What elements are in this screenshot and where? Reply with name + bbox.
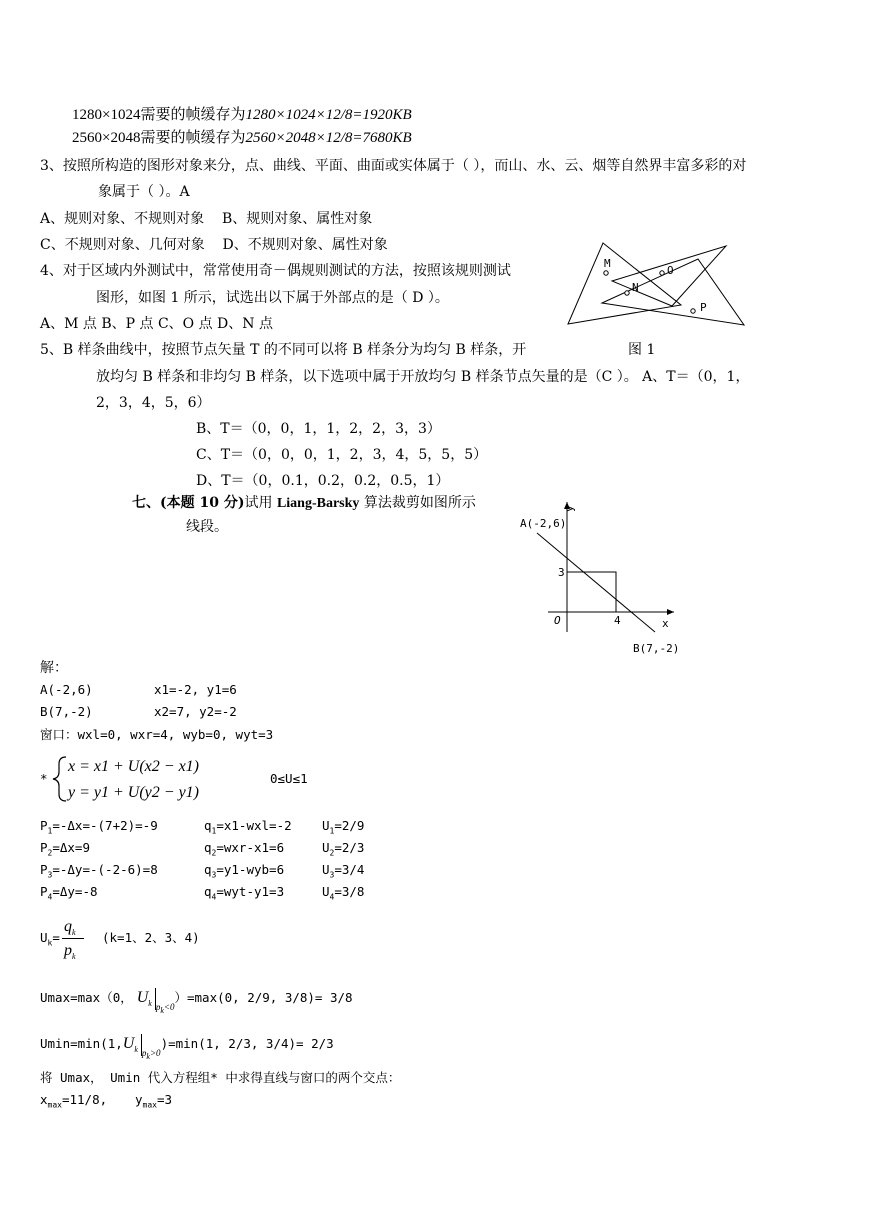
uk-label: $U_k=$ <box>40 930 60 948</box>
p1-row: $P_1=-\Delta x=-(7+2)=-9$ <box>40 818 158 836</box>
u2-row: $U_2=2/3$ <box>322 840 365 858</box>
q3-option-d: D、不规则对象、属性对象 <box>222 237 388 253</box>
uk-num-letter: q <box>64 918 72 935</box>
label-x-axis: x <box>662 617 669 630</box>
q1-value: =x1-wxl=-2 <box>216 818 292 833</box>
q7-text-pre: 试用 <box>244 495 277 511</box>
uk-prefix: U <box>40 930 48 945</box>
p1-value: =-Δx=-(7+2)=-9 <box>52 818 158 833</box>
solution-heading: 解： <box>40 660 68 676</box>
q4-value: =wyt-y1=3 <box>216 884 285 899</box>
xmax-text: =11/8, <box>61 1092 108 1107</box>
q7-text-post: 算法裁剪如图所示 <box>359 495 476 511</box>
q5-option-d: D、T＝（0，0.1，0.2，0.2，0.5，1） <box>196 473 450 489</box>
q1-row: $q_1=x1-wxl=-2$ <box>204 818 292 836</box>
q3-line-1: 3、按照所构造的图形对象来分，点、曲线、平面、曲面或实体属于（ ），而山、水、云、烟等自然界丰富多彩的对 <box>40 158 747 174</box>
equation-y: y = y1 + U(y2 − y1) <box>68 784 200 801</box>
point-b-values: x2=7, y2=-2 <box>154 704 237 719</box>
q3-row: $q_3=y1-wyb=6$ <box>204 862 285 880</box>
q5-option-b: B、T＝（0，0，1，1，2，2，3，3） <box>196 421 441 437</box>
u1-value: =2/9 <box>334 818 365 833</box>
label-n: N <box>632 281 639 294</box>
q7-heading: 七、(本题 10 分) <box>132 495 245 511</box>
substitute-line: 将 Umax， Umin 代入方程组* 中求得直线与窗口的两个交点： <box>40 1070 401 1085</box>
label-y-3: 3 <box>558 566 565 579</box>
u3-row: $U_3=3/4$ <box>322 862 365 880</box>
uk-fraction-bar <box>62 938 84 939</box>
umin-prefix: Umin=min(1, <box>40 1036 123 1051</box>
label-o: O <box>667 264 674 277</box>
label-point-b: B(7,-2) <box>633 642 680 655</box>
u4-row: $U_4=3/8$ <box>322 884 365 902</box>
p2-value: =Δx=9 <box>52 840 90 855</box>
u1-row: $U_1=2/9$ <box>322 818 365 836</box>
q7-algorithm-name: Liang-Barsky <box>276 496 360 511</box>
u4-value: =3/8 <box>334 884 365 899</box>
uk-denominator: $p_k$ <box>64 942 76 962</box>
umax-row: Umax=max（0， $U_k$ $_{p_k<0}$）=max(0, 2/9, 3/8)= 3/8 <box>40 989 353 1015</box>
q5-option-c: C、T＝（0，0，0，1，2，3，4，5，5，5） <box>196 447 488 463</box>
u3-value: =3/4 <box>334 862 365 877</box>
p3-row: $P_3=-\Delta y=-(-2-6)=8$ <box>40 862 158 880</box>
label-y-axis: y <box>563 505 576 512</box>
label-p: P <box>700 301 707 314</box>
p2-row: $P_2=\Delta x=9$ <box>40 840 90 858</box>
fb2-text: 需要的帧缓存为 <box>140 130 246 146</box>
point-b-coords: B(7,-2) <box>40 704 93 719</box>
umax-suffix: ）=max(0, 2/9, 3/8)= 3/8 <box>174 990 353 1005</box>
q3-value: =y1-wyb=6 <box>216 862 285 877</box>
q2-value: =wxr-x1=6 <box>216 840 285 855</box>
umin-cond-letter: p <box>141 1048 147 1058</box>
q4-line-2: 图形，如图 1 所示，试选出以下属于外部点的是（ D ）。 <box>96 290 449 306</box>
point-a-values: x1=-2, y1=6 <box>154 682 237 697</box>
label-m: M <box>604 257 611 270</box>
umin-row: $Umin=\min(1,U_k$ $_{p_k>0}$)=min(1, 2/3, 3/4)= 2/3 <box>40 1035 334 1061</box>
fb1-formula: 1280×1024×12/8=1920KB <box>245 107 412 123</box>
q4-row: $q_4=wyt-y1=3$ <box>204 884 285 902</box>
q5-line-1: 5、B 样条曲线中，按照节点矢量 T 的不同可以将 B 样条分为均匀 B 样条，开 <box>40 342 527 358</box>
uk-den-letter: p <box>64 942 72 959</box>
label-x-4: 4 <box>614 614 621 627</box>
u2-value: =2/3 <box>334 840 365 855</box>
q3-option-a: A、规则对象、不规则对象 <box>40 211 205 227</box>
q4-line-1: 4、对于区域内外测试中，常常使用奇－偶规则测试的方法，按照该规则测试 <box>40 263 511 279</box>
p4-value: =Δy=-8 <box>52 884 98 899</box>
uk-k-range: (k=1、2、3、4) <box>102 930 200 945</box>
q3-option-c: C、不规则对象、几何对象 <box>40 237 205 253</box>
equation-x: x = x1 + U(x2 − x1) <box>68 758 200 775</box>
label-point-a: A(-2,6) <box>520 517 567 530</box>
p3-value: =-Δy=-(-2-6)=8 <box>52 862 158 877</box>
figure1-caption: 图 1 <box>628 342 656 358</box>
umin-suffix: )=min(1, 2/3, 3/4)= 2/3 <box>160 1036 334 1051</box>
p4-row: $P_4=\Delta y=-8$ <box>40 884 98 902</box>
umax-cond-letter: p <box>155 1002 161 1012</box>
q5-line-3: 2，3，4，5，6） <box>96 395 211 411</box>
left-brace-icon <box>53 757 66 801</box>
u-range: 0≤U≤1 <box>270 771 308 786</box>
xmax-value: $x_{max}=11/8$, <box>40 1092 108 1110</box>
q2-row: $q_2=wxr-x1=6$ <box>204 840 285 858</box>
fb1-prefix: 1280×1024 <box>72 107 141 123</box>
window-params: 窗口：wxl=0, wxr=4, wyb=0, wyt=3 <box>40 727 274 742</box>
q7-line-2: 线段。 <box>186 519 228 535</box>
q3-option-b: B、规则对象、属性对象 <box>221 211 373 227</box>
fb2-prefix: 2560×2048 <box>72 130 141 146</box>
q4-options: A、M 点 B、P 点 C、O 点 D、N 点 <box>40 316 273 332</box>
umax-prefix: Umax=max（0， <box>40 990 133 1005</box>
uk-numerator: $q_k$ <box>64 918 76 938</box>
fb1-text: 需要的帧缓存为 <box>140 107 246 123</box>
q3-line-2: 象属于（ ）。A <box>98 184 190 200</box>
point-a-coords: A(-2,6) <box>40 682 93 697</box>
ymax-text: =3 <box>156 1092 173 1107</box>
ymax-value: $y_{max}=3$ <box>135 1092 173 1110</box>
label-origin: O <box>554 614 561 627</box>
q5-line-2: 放均匀 B 样条和非均匀 B 样条，以下选项中属于开放均匀 B 样条节点矢量的是（C ）。 A、T＝（0，1， <box>96 369 750 385</box>
fb2-formula: 2560×2048×12/8=7680KB <box>245 130 412 146</box>
equation-star: * <box>40 771 48 786</box>
